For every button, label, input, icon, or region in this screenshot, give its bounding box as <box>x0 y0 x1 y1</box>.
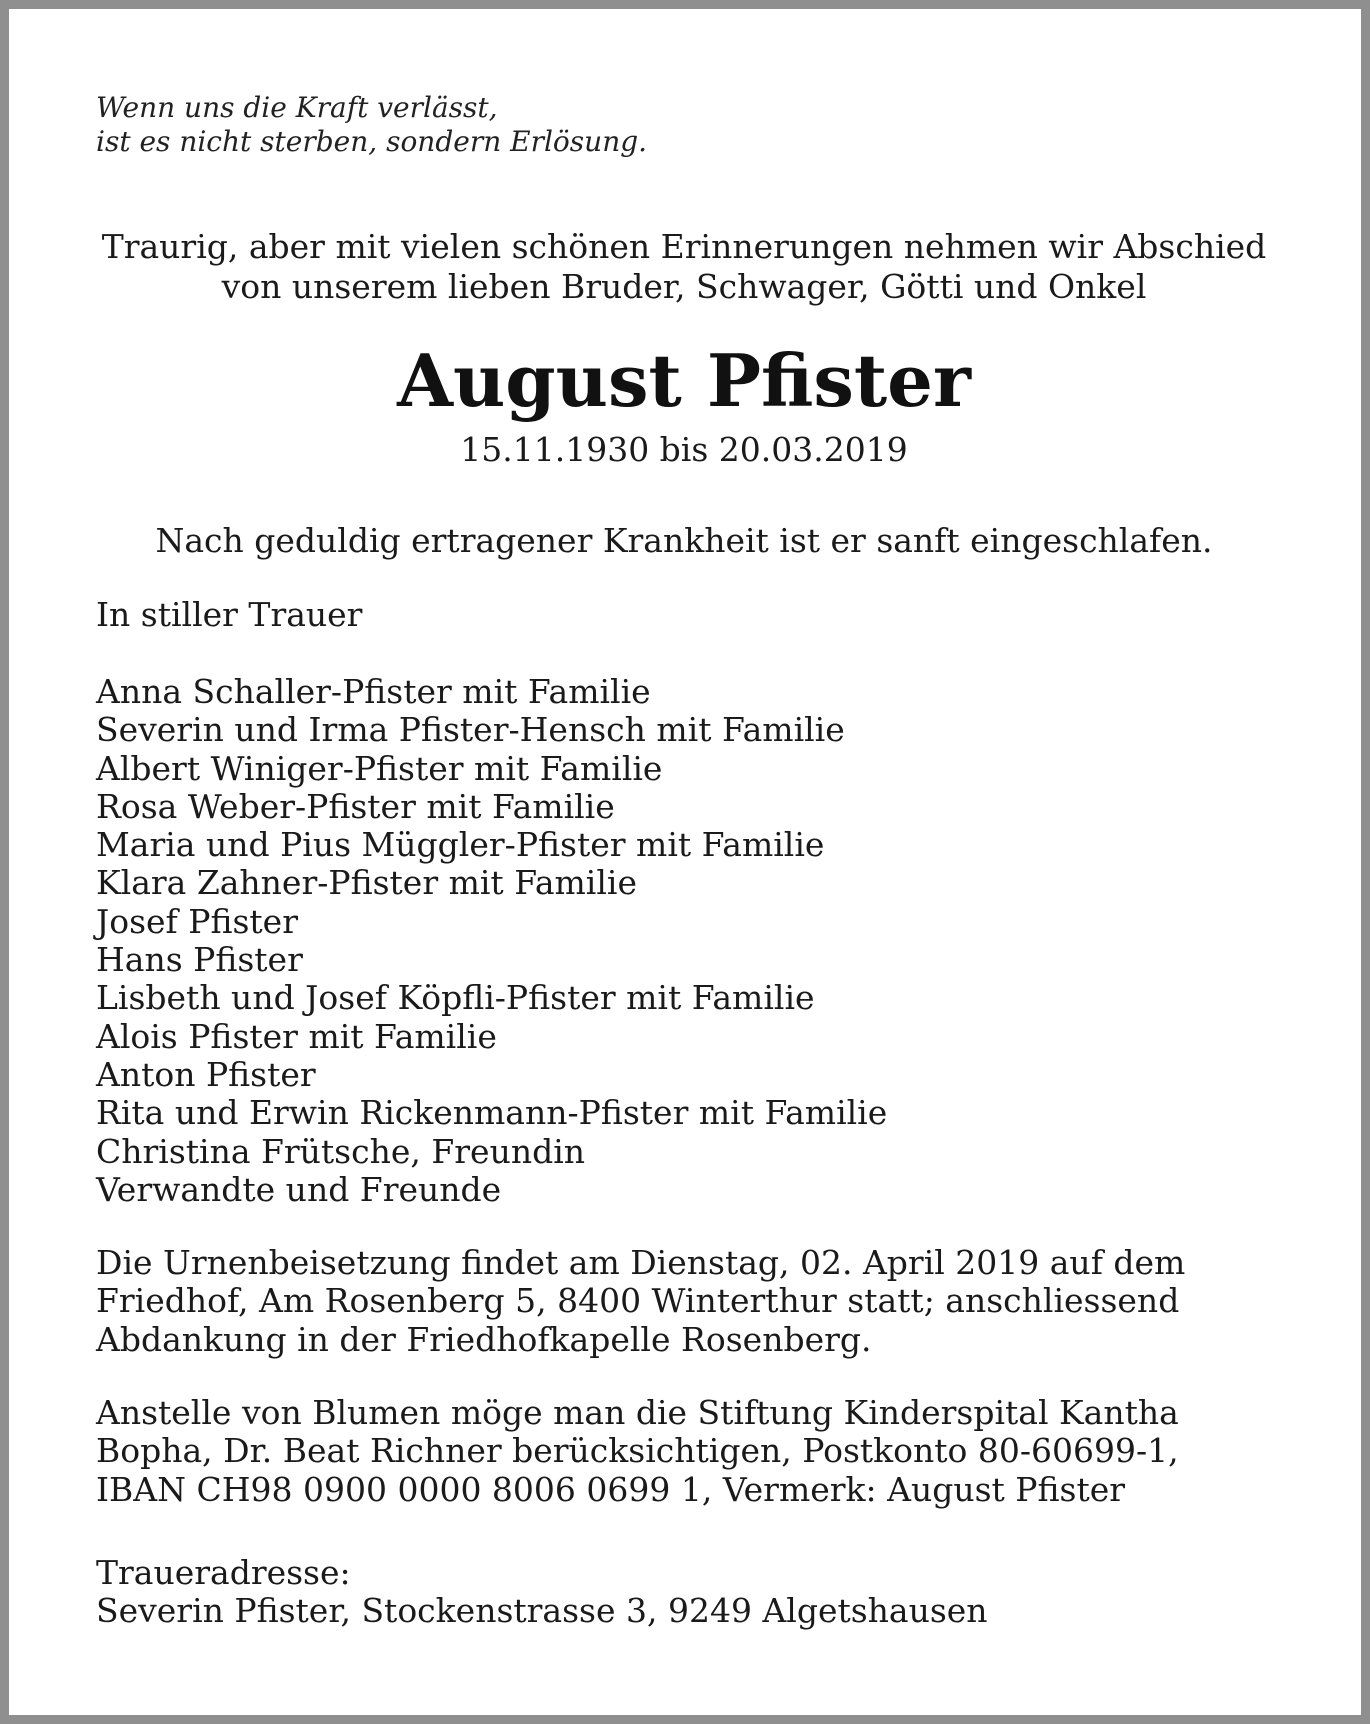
mourner-item: Rita und Erwin Rickenmann-Pfister mit Familie <box>96 1093 888 1133</box>
intro-line-1: Traurig, aber mit vielen schönen Erinnerungen nehmen wir Abschied <box>101 227 1267 266</box>
motto-line-2: ist es nicht sterben, sondern Erlösung. <box>96 125 648 158</box>
motto-quote <box>96 91 1272 159</box>
mourning-address-label: Traueradresse: <box>96 1553 351 1592</box>
intro-line-2: von unserem lieben Bruder, Schwager, Götti und Onkel <box>221 267 1147 306</box>
mourner-item: Severin und Irma Pfister-Hensch mit Familie <box>96 710 845 750</box>
donation-line-1: Anstelle von Blumen möge man die Stiftung Kinderspital Kantha <box>96 1393 1179 1432</box>
life-dates: 15.11.1930 bis 20.03.2019 <box>460 430 908 469</box>
motto-line-1: Wenn uns die Kraft verlässt, <box>96 91 498 124</box>
mourning-address-value: Severin Pfister, Stockenstrasse 3, 9249 Algetshausen <box>96 1591 988 1631</box>
burial-line-1: Die Urnenbeisetzung findet am Dienstag, 02. April 2019 auf dem <box>96 1243 1186 1282</box>
mourner-item: Hans Pfister <box>96 940 303 980</box>
mourner-item: Anna Schaller-Pfister mit Familie <box>96 672 651 711</box>
mourner-item: Klara Zahner-Pfister mit Familie <box>96 863 638 903</box>
mourner-item: Verwandte und Freunde <box>96 1169 502 1209</box>
mourner-item: Maria und Pius Müggler-Pfister mit Familie <box>96 825 825 865</box>
mourners-list <box>96 673 887 1209</box>
obituary-content <box>96 91 1272 1631</box>
mourning-intro: In stiller Trauer <box>96 595 363 634</box>
mourner-item: Josef Pfister <box>96 901 298 941</box>
mourner-item: Christina Frütsche, Freundin <box>96 1131 586 1171</box>
donation-line-3: IBAN CH98 0900 0000 8006 0699 1, Vermerk: August Pfister <box>96 1469 1126 1509</box>
mourning-address <box>96 1554 1272 1631</box>
mourner-item: Albert Winiger-Pfister mit Familie <box>96 748 663 788</box>
mourner-item: Rosa Weber-Pfister mit Familie <box>96 786 615 826</box>
mourner-item: Alois Pfister mit Familie <box>96 1016 497 1056</box>
burial-line-2: Friedhof, Am Rosenberg 5, 8400 Winterthur statt; anschliessend <box>96 1281 1180 1321</box>
burial-line-3: Abdankung in der Friedhofkapelle Rosenberg. <box>96 1319 872 1359</box>
donation-notice <box>96 1394 1272 1509</box>
illness-text: Nach geduldig ertragener Krankheit ist er sanft eingeschlafen. <box>155 521 1213 560</box>
burial-notice <box>96 1244 1272 1359</box>
intro-text <box>96 227 1272 307</box>
donation-line-2: Bopha, Dr. Beat Richner berücksichtigen, Postkonto 80-60699-1, <box>96 1431 1179 1471</box>
deceased-name: August Pfister <box>397 338 971 423</box>
mourner-item: Lisbeth und Josef Köpfli-Pfister mit Familie <box>96 978 815 1018</box>
mourner-item: Anton Pfister <box>96 1054 316 1094</box>
